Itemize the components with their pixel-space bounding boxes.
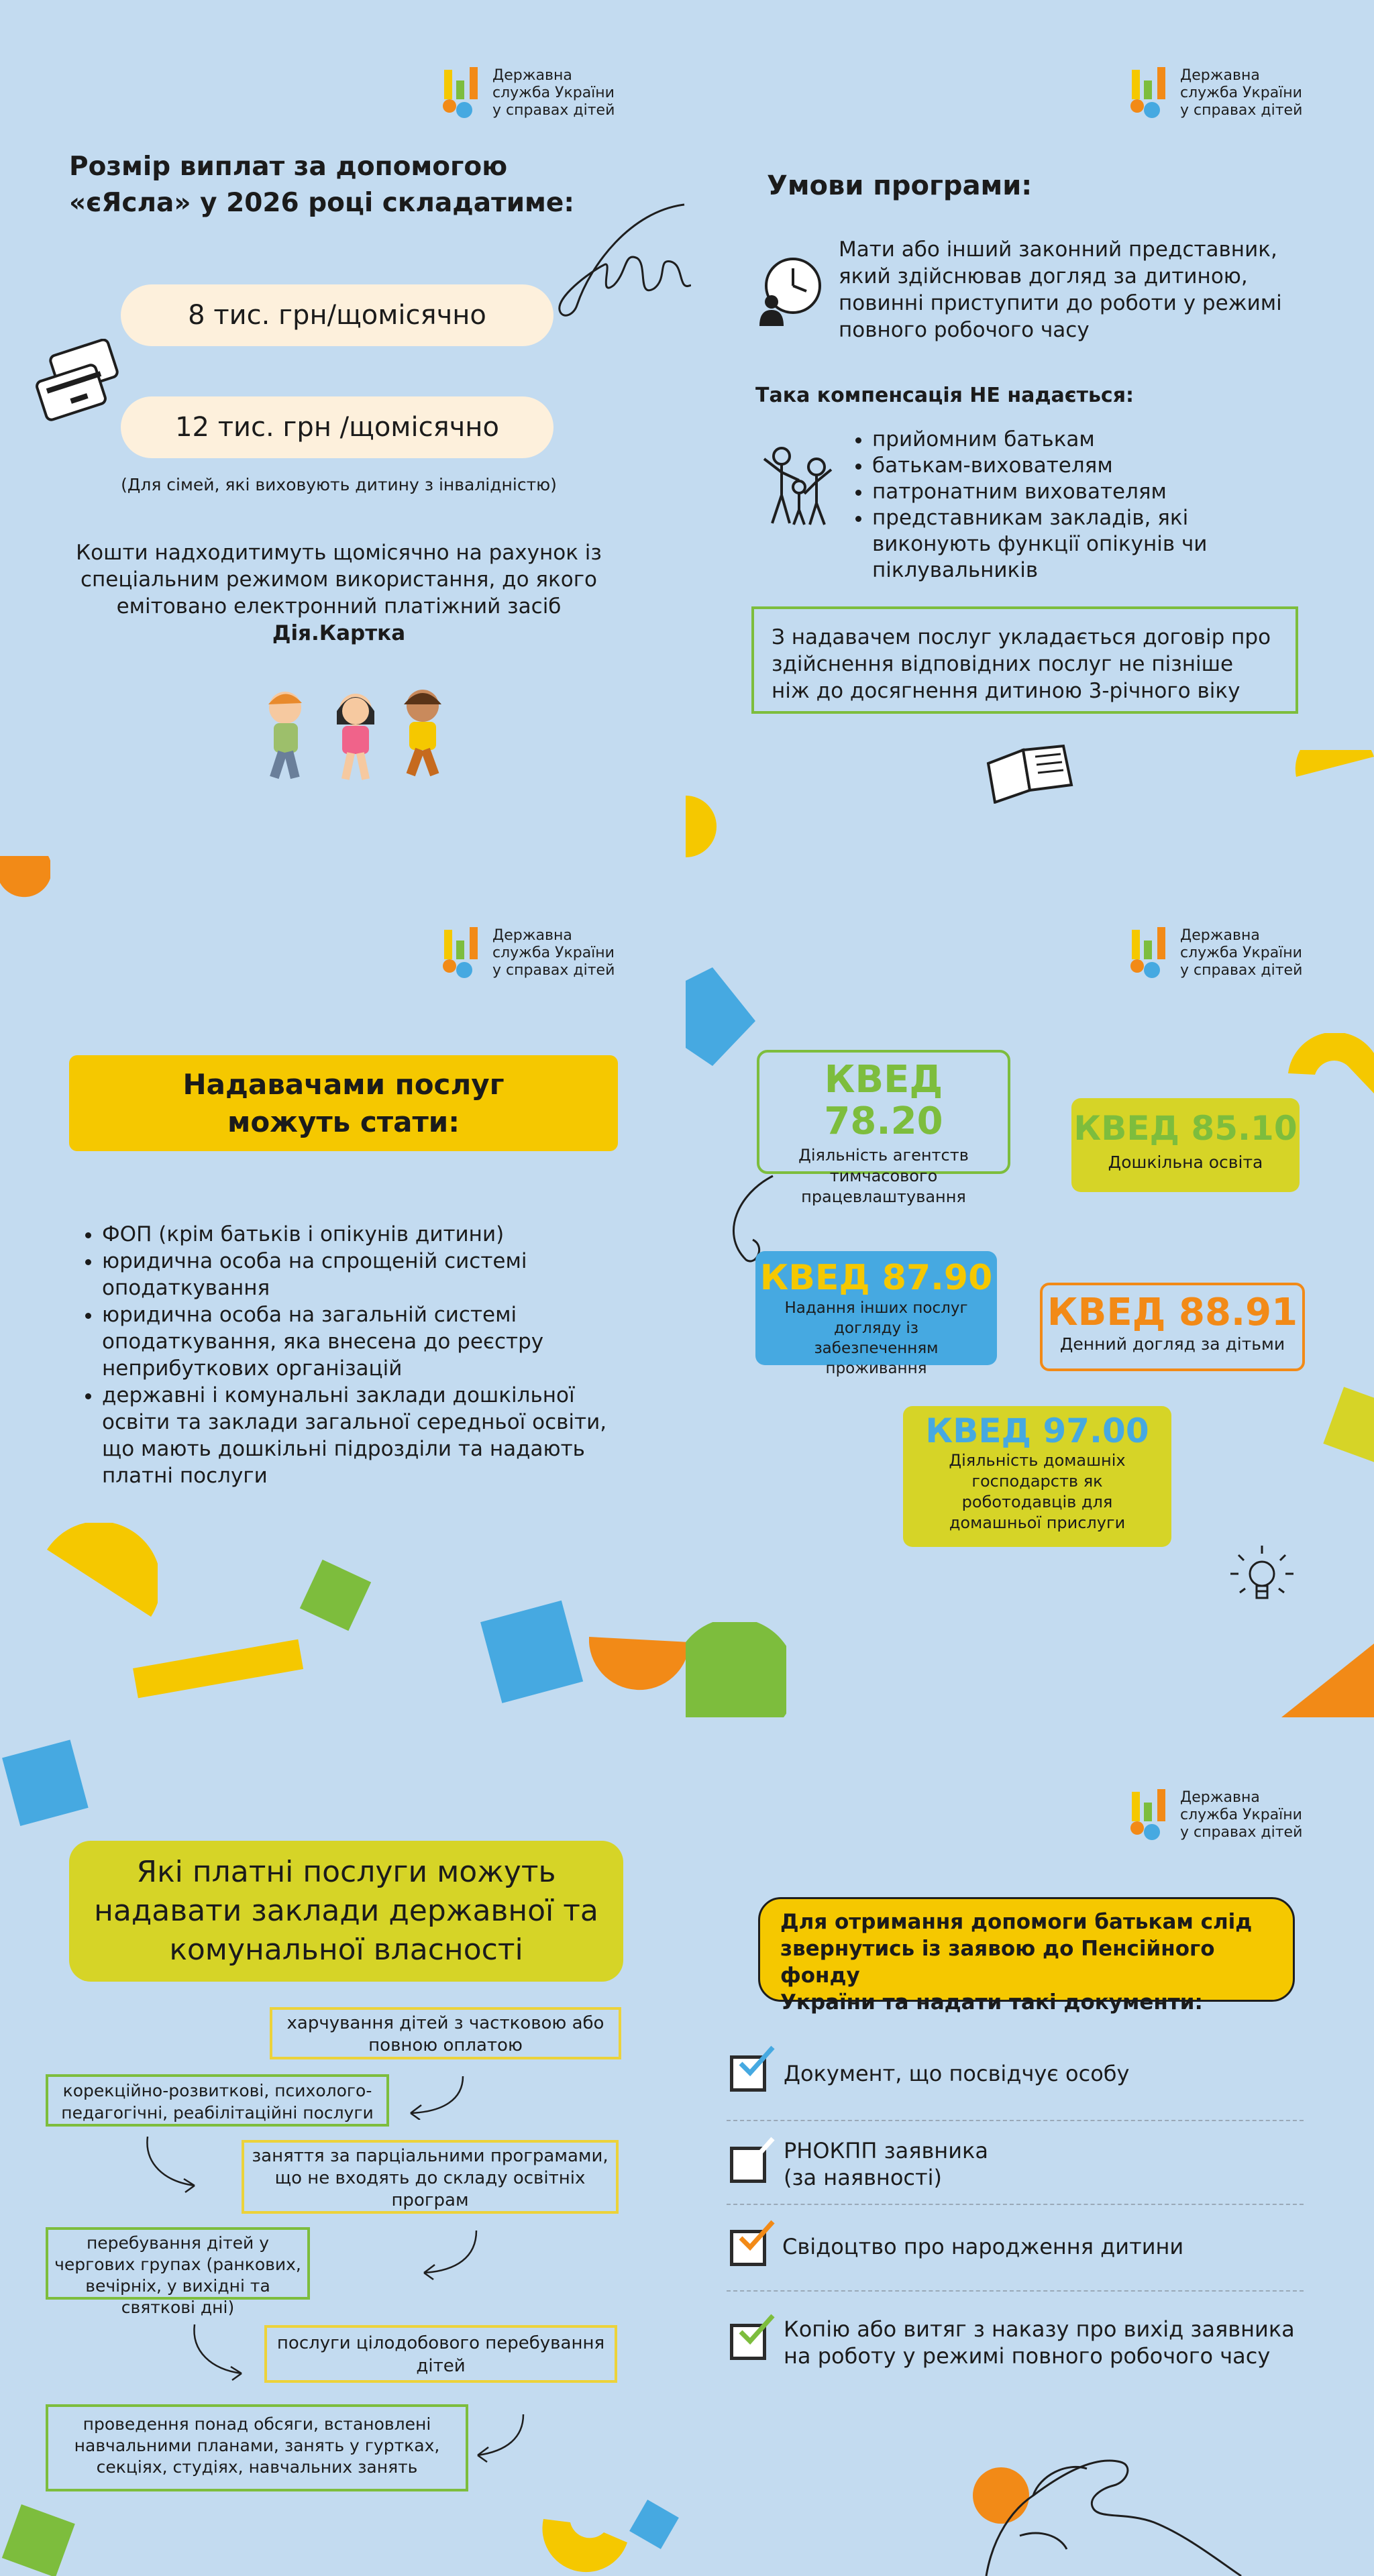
signature-icon (550, 198, 691, 325)
logo-text-line3: у справах дітей (1180, 962, 1303, 979)
amount-8k-pill (121, 284, 553, 346)
logo-top-right (1130, 66, 1312, 119)
logo-mark-icon (1130, 926, 1172, 979)
providers-title-line2: можуть стати: (227, 1105, 460, 1138)
blue-diamond-shape (624, 2494, 684, 2555)
service-item: проведення понад обсяги, встановлені навчальними планами, занять у гуртках, секціях, студіях, навчальних занять (46, 2404, 468, 2491)
kved-8790-code: КВЕД 87.90 (759, 1258, 993, 1298)
logo-mark-icon (1130, 66, 1172, 119)
amount-12k-text: 12 тис. грн /щомісячно (175, 412, 499, 443)
kved-9700-desc: Діяльність домашніх господарств як роботодавців для домашньої прислуги (949, 1451, 1126, 1532)
not-given-item: • представникам закладів, які виконують функції опікунів чи піклувальників (872, 505, 1307, 584)
condition-line1: Мати або інший законний представник, (839, 237, 1277, 262)
family-icon (755, 443, 842, 530)
yellow-bar-shape (131, 1627, 305, 1701)
service-item: корекційно-розвиткові, психолого-педагогічні, реабілітаційні послуги (46, 2074, 389, 2127)
blue-parallelogram-shape (686, 967, 756, 1067)
logo-middle-left (443, 926, 624, 979)
intro-line1: Для отримання допомоги батькам слід (780, 1910, 1253, 1934)
funds-line2: спеціальним режимом використання, до якого (80, 568, 598, 592)
kved-9700-card (903, 1406, 1171, 1547)
yellow-ring-shape (540, 2492, 631, 2576)
kved-8790-desc: Надання інших послуг догляду із забезпеченням проживання (784, 1299, 968, 1377)
logo-mark-icon (443, 66, 484, 119)
paid-services-title-box (69, 1841, 623, 1982)
disability-note: (Для сімей, які виховують дитину з інвалідністю) (121, 475, 557, 494)
providers-title-line1: Надавачами послуг (182, 1067, 505, 1101)
funds-paragraph (54, 539, 624, 647)
condition-line2: який здійснював догляд за дитиною, (839, 264, 1248, 288)
kved-8510-card (1071, 1098, 1300, 1192)
provider-item: • юридична особа на загальній системі оподаткування, яка внесена до реєстру неприбуткових організацій (102, 1301, 631, 1382)
kved-8790-card (755, 1251, 997, 1377)
orange-semicircle-shape (589, 1637, 690, 1697)
not-given-list-wrap (837, 427, 1307, 584)
document-item: Свідоцтво про народження дитини (782, 2234, 1184, 2259)
green-circle-shape (686, 1622, 786, 1717)
kved-8891-desc: Денний догляд за дітьми (1059, 1334, 1285, 1354)
clock-person-icon (753, 254, 827, 327)
logo-text-line1: Державна (492, 67, 572, 84)
paid-services-title-line2: надавати заклади державної та (94, 1894, 598, 1928)
curved-arrow-icon (403, 2073, 470, 2120)
orange-semicircle-shape (0, 856, 50, 910)
checkmark-green-icon (737, 2313, 777, 2347)
divider (727, 2120, 1304, 2121)
contract-line2: здійснення відповідних послуг не пізніше (772, 652, 1234, 676)
program-conditions-title: Умови програми: (767, 170, 1033, 201)
kved-8891-card (1040, 1283, 1305, 1371)
funds-line1: Кошти надходитимуть щомісячно на рахунок із (76, 541, 602, 565)
providers-title-box (69, 1055, 618, 1151)
logo-text-line3: у справах дітей (1180, 102, 1303, 119)
open-book-icon (983, 743, 1077, 804)
document-item (784, 2316, 1295, 2369)
service-item: послуги цілодобового перебування дітей (264, 2325, 617, 2383)
intro-line2: звернутись із заявою до Пенсійного фонду (780, 1937, 1215, 1988)
logo-text-line1: Державна (492, 927, 572, 944)
payment-size-title (69, 149, 619, 221)
green-square-shape (295, 1555, 376, 1635)
checkmark-orange-icon (737, 2219, 777, 2253)
condition-line3: повинні приступити до роботи у режимі (839, 291, 1282, 315)
not-given-item: • патронатним вихователям (872, 479, 1307, 505)
kved-7820-code: КВЕД 78.20 (824, 1058, 943, 1143)
logo-text-line1: Державна (1180, 1789, 1260, 1806)
logo-text-line3: у справах дітей (492, 962, 615, 979)
logo-mark-icon (443, 926, 484, 979)
document-item (784, 2137, 988, 2191)
paid-services-title-line3: комунальної власності (169, 1933, 523, 1967)
contract-box (751, 606, 1298, 714)
funds-line3: емітовано електронний платіжний засіб (116, 594, 562, 619)
logo-text-line3: у справах дітей (1180, 1824, 1303, 1841)
logo-text-line2: служба України (1180, 85, 1302, 101)
amount-8k-text: 8 тис. грн/щомісячно (188, 300, 486, 331)
logo-text-line1: Державна (1180, 67, 1260, 84)
document-item-line: РНОКПП заявника (784, 2138, 988, 2163)
blue-square-shape (470, 1590, 590, 1711)
contract-line3: ніж до досягнення дитиною 3-річного віку (772, 679, 1240, 703)
curved-arrow-icon (416, 2227, 483, 2281)
payment-size-title-line2: «єЯсла» у 2026 році складатиме: (69, 188, 574, 218)
not-given-item: • прийомним батькам (872, 427, 1307, 453)
logo-bottom-right (1130, 1788, 1312, 1841)
logo-top-left (443, 66, 624, 119)
diia-card-label: Дія.Картка (272, 621, 406, 645)
orange-triangle-shape (1281, 1637, 1374, 1717)
checkmark-blue-icon (737, 2045, 777, 2078)
divider (727, 2290, 1304, 2292)
not-given-title: Така компенсація НЕ надається: (755, 384, 1134, 407)
curved-arrow-icon (470, 2411, 530, 2465)
not-given-list (837, 427, 1307, 584)
service-item: харчування дітей з частковою або повною оплатою (270, 2007, 621, 2059)
lime-square-shape (1318, 1382, 1374, 1469)
providers-list (67, 1221, 631, 1489)
provider-item: • ФОП (крім батьків і опікунів дитини) (102, 1221, 631, 1248)
pension-fund-intro-box (758, 1897, 1295, 2015)
logo-text-line2: служба України (492, 945, 615, 961)
logo-mark-icon (1130, 1788, 1172, 1841)
paid-services-title-line1: Які платні послуги можуть (136, 1855, 556, 1889)
kved-8510-desc: Дошкільна освіта (1108, 1152, 1263, 1172)
curved-arrow-icon (188, 2321, 248, 2381)
logo-text-line3: у справах дітей (492, 102, 615, 119)
kved-7820-card (757, 1050, 1010, 1206)
lightbulb-icon (1225, 1540, 1299, 1614)
logo-text-line1: Державна (1180, 927, 1260, 944)
green-square-shape (0, 2496, 81, 2576)
document-item-line: Копію або витяг з наказу про вихід заявника (784, 2316, 1295, 2342)
divider (727, 2204, 1304, 2205)
service-item: перебування дітей у чергових групах (ранкових, вечірніх, у вихідні та святкові дні) (46, 2227, 310, 2300)
hand-drawing-icon (966, 2435, 1281, 2576)
curved-arrow-icon (141, 2133, 201, 2194)
document-item-line: (за наявності) (784, 2165, 943, 2190)
kved-8891-code: КВЕД 88.91 (1047, 1291, 1298, 1334)
kved-7820-desc: Діяльність агентств тимчасового працевлаштування (798, 1146, 969, 1206)
contract-line1: З надавачем послуг укладається договір про (772, 625, 1271, 649)
condition-line4: повного робочого часу (839, 318, 1090, 342)
yellow-halfcircle-shape (686, 796, 736, 859)
logo-text-line2: служба України (492, 85, 615, 101)
intro-line3: України та надати такі документи: (780, 1990, 1203, 2015)
credit-card-icon (34, 339, 121, 426)
logo-text-line2: служба України (1180, 1807, 1302, 1823)
logo-middle-right (1130, 926, 1312, 979)
blue-square-shape (0, 1737, 94, 1831)
checkmark-white-icon (737, 2136, 777, 2169)
provider-item: • юридична особа на спрощеній системі оподаткування (102, 1248, 631, 1301)
amount-12k-pill (121, 396, 553, 458)
yellow-ring-shape (1288, 1033, 1374, 1127)
kved-8510-code: КВЕД 85.10 (1073, 1109, 1298, 1148)
kved-9700-code: КВЕД 97.00 (925, 1411, 1149, 1450)
condition-paragraph (839, 236, 1308, 343)
service-item: заняття за парціальними програмами, що не входять до складу освітніх програм (242, 2140, 619, 2214)
providers-list-wrap (67, 1221, 631, 1489)
document-item: Документ, що посвідчує особу (784, 2061, 1130, 2086)
provider-item: • державні і комунальні заклади дошкільної освіти та заклади загальної середньої освіти, що мають дошкільні підрозділи та надають платні послуги (102, 1382, 631, 1489)
not-given-item: • батькам-вихователям (872, 453, 1307, 479)
yellow-semicircle-shape (1289, 750, 1374, 817)
payment-size-title-line1: Розмір виплат за допомогою (69, 152, 508, 182)
logo-text-line2: служба України (1180, 945, 1302, 961)
children-illustration (255, 684, 463, 792)
yellow-quarter-shape (40, 1523, 158, 1623)
document-item-line: на роботу у режимі повного робочого часу (784, 2343, 1271, 2369)
